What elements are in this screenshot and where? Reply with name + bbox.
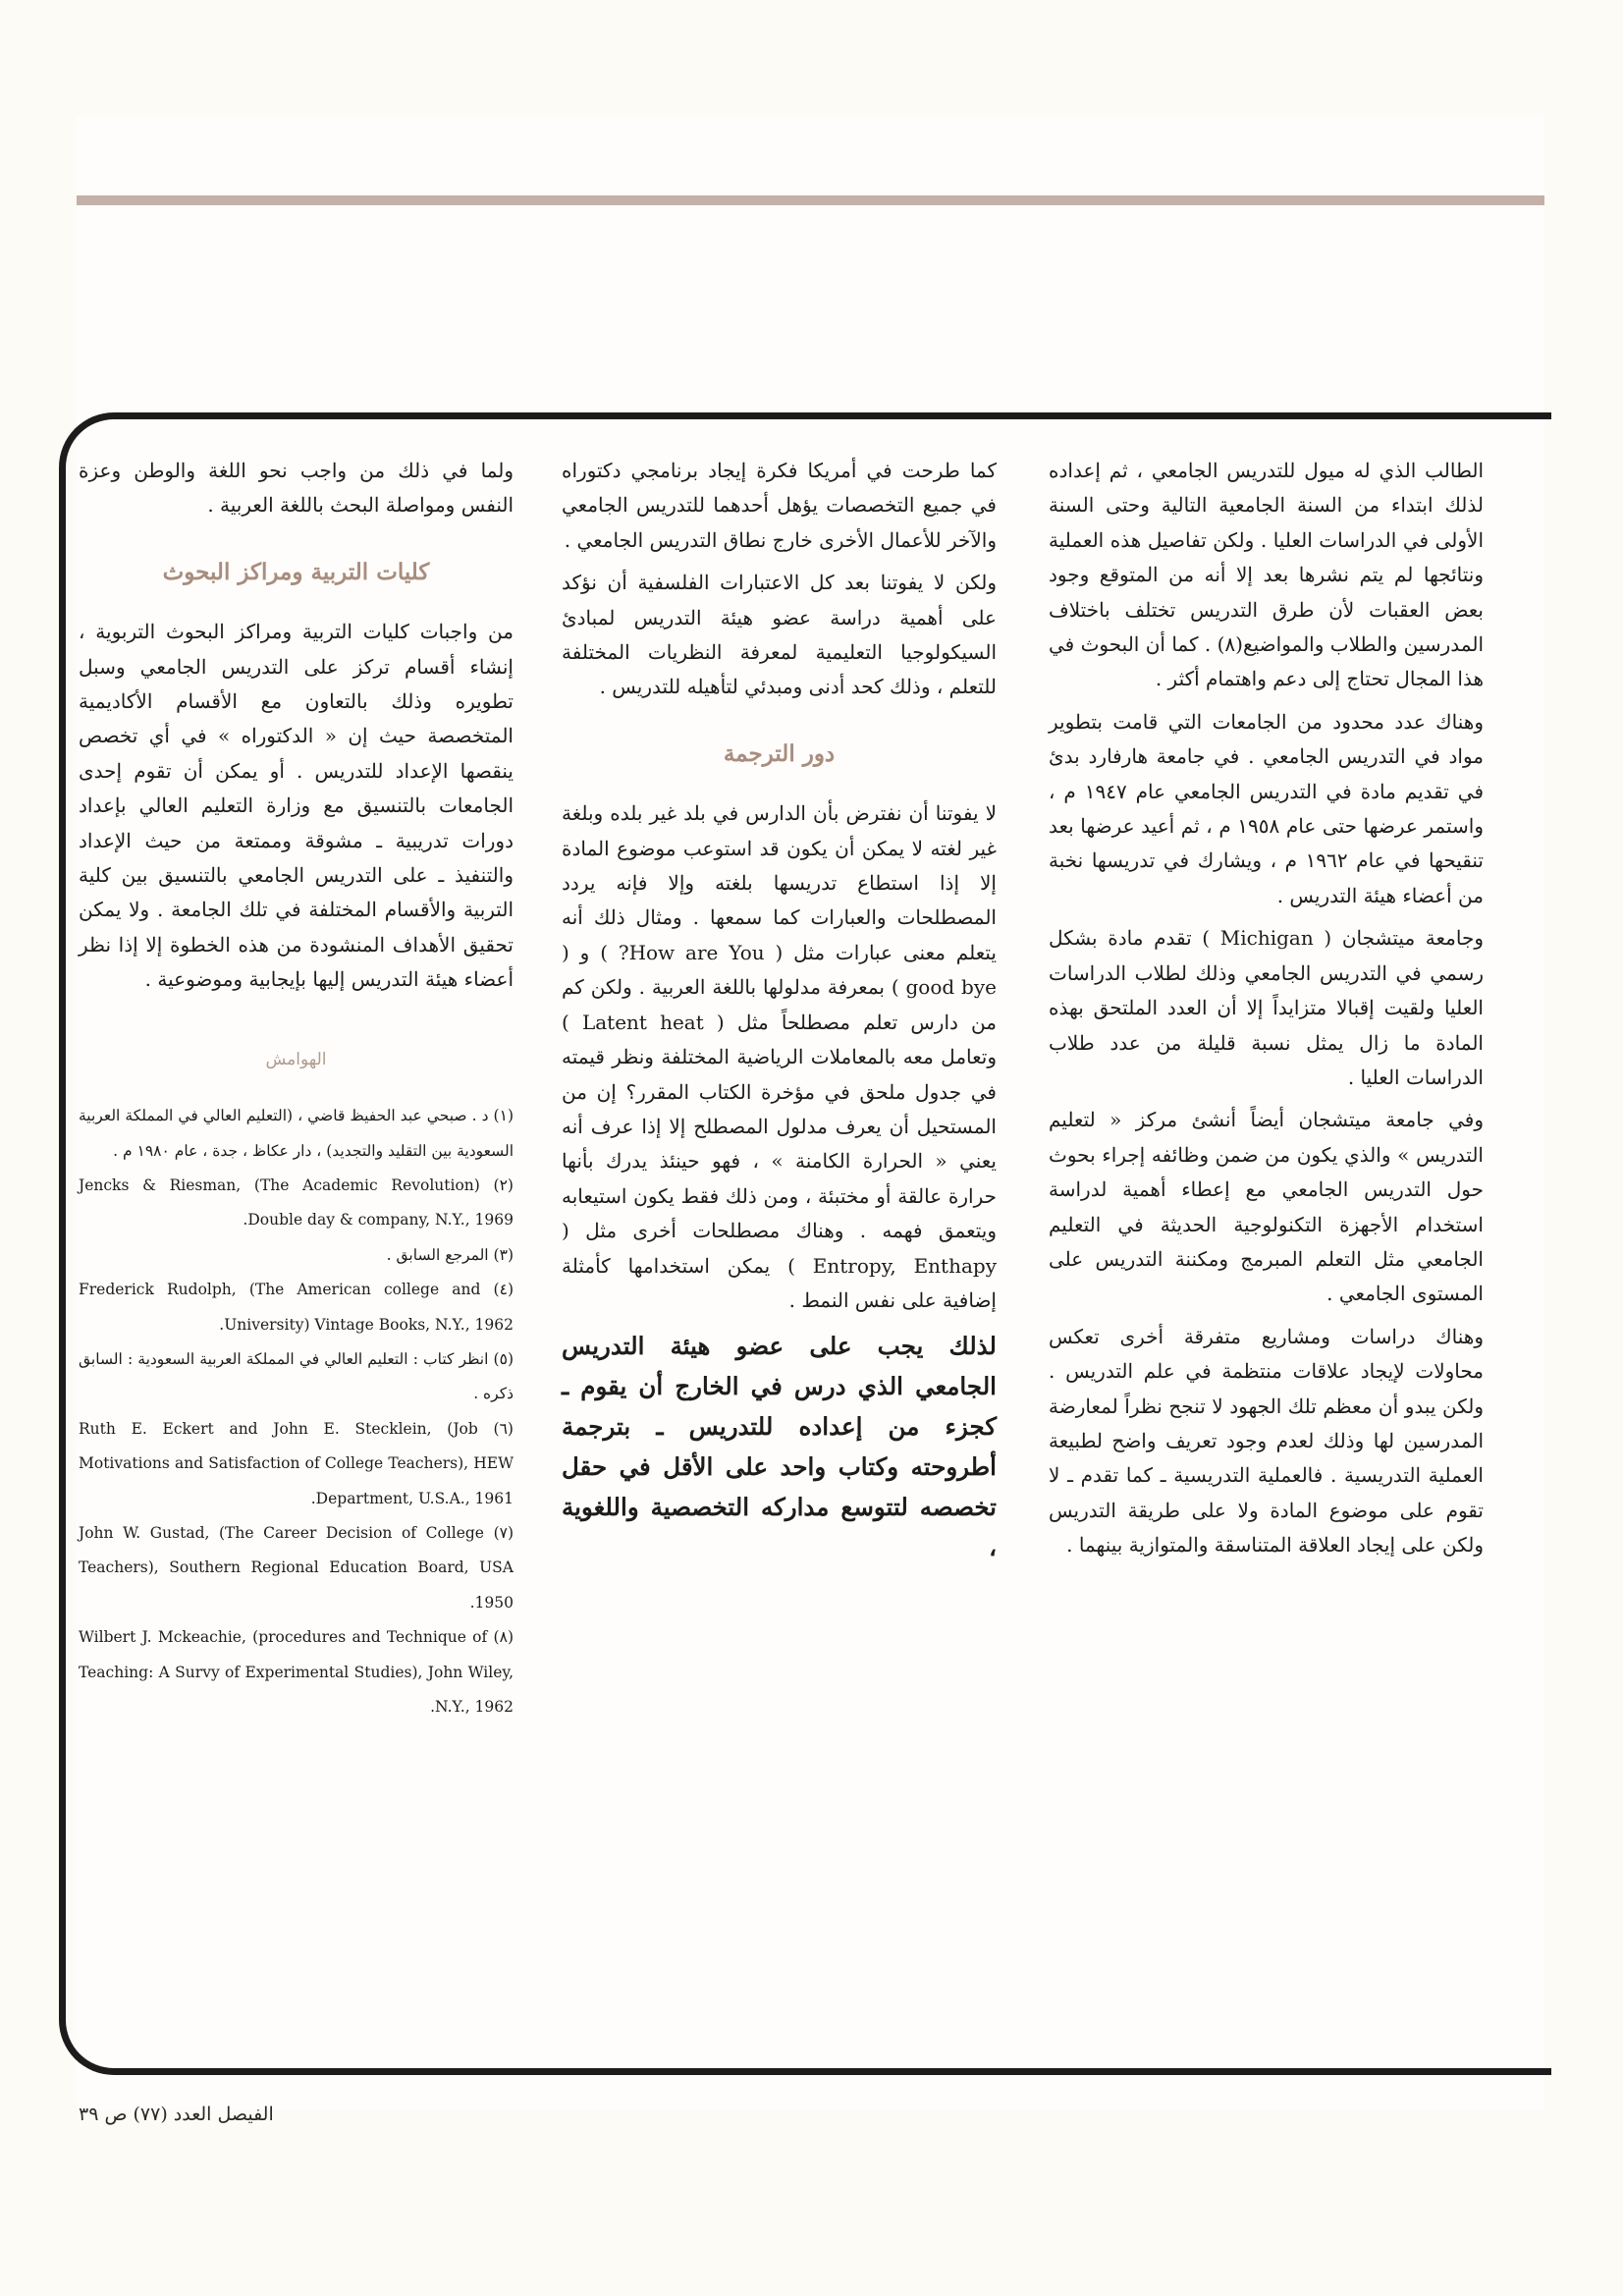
footnote <box>79 1412 514 1516</box>
footnote-number: (٥) <box>493 1349 514 1368</box>
footnote-number: (٣) <box>493 1245 514 1264</box>
paragraph: ولكن لا يفوتنا بعد كل الاعتبارات الفلسفية أن نؤكد على أهمية دراسة عضو هيئة التدريس لمبادئ السيكولوجيا التعليمية لمعرفة النظريات المختلفة للتعلم ، وذلك كحد أدنى ومبدئي لتأهيله للتدريس . <box>562 571 997 699</box>
paragraph: وجامعة ميتشجان ( Michigan ) تقدم مادة بشكل رسمي في التدريس الجامعي وذلك لطلاب الدراسات العليا ولقيت إقبالا متزايداً إلا أن العدد الملتحق بهذه المادة ما زال يمثل نسبة قليلة من عدد طلاب الدراسات العليا . <box>1049 926 1485 1089</box>
footnote-number: (٢) <box>493 1175 514 1194</box>
footnote <box>79 1099 514 1169</box>
paragraph: من واجبات كليات التربية ومراكز البحوث التربوية ، إنشاء أقسام تركز على التدريس الجامعي وسبل تطويره وذلك بالتعاون مع الأقسام الأكاديمية المتخصصة حيث إن « الدكتوراه » في أي تخصص ينقصها الإعداد للتدريس . أو يمكن أن تقوم إحدى الجامعات بالتنسيق مع وزارة التعليم العالي بإعداد دورات تدريبية ـ مشوقة وممتعة من حيث الإعداد والتنفيذ ـ على التدريس الجامعي بالتنسيق بين كلية التربية والأقسام المختلفة في تلك الجامعة . ولا يمكن تحقيق الأهداف المنشودة من هذه الخطوة إلا إذا نظر أعضاء هيئة التدريس إليها بإيجابية وموضوعية . <box>79 620 514 992</box>
footnote <box>79 1169 514 1238</box>
footnote-text: المرجع السابق . <box>386 1245 489 1264</box>
paragraph: كما طرحت في أمريكا فكرة إيجاد برنامجي دكتوراه في جميع التخصصات يؤهل أحدهما للتدريس الجامعي والآخر للأعمال الأخرى خارج نطاق التدريس الجامعي . <box>562 459 997 552</box>
footnote-text: انظر كتاب : التعليم العالي في المملكة العربية السعودية : السابق ذكره . <box>79 1349 514 1403</box>
paragraph: لا يفوتنا أن نفترض بأن الدارس في بلد غير بلده وبلغة غير لغته لا يمكن أن يكون قد استوعب موضوع المادة إلا إذا استطاع تدريسها بلغته وإلا فإنه يردد المصطلحات والعبارات كما سمعها . ومثال ذلك أنه يتعلم معنى عبارات مثل ( How are You? ) و ( good bye ) بمعرفة مدلولها باللغة العربية . ولكن كم من دارس تعلم مصطلحاً مثل ( Latent heat ) وتعامل معه بالمعاملات الرياضية المختلفة ونظر قيمته في جدول ملحق في مؤخرة الكتاب المقرر؟ إن من المستحيل أن يعرف مدلول المصطلح إلا إذا عرف أنه يعني « الحرارة الكامنة » ، فهو حينئذ يدرك بأنها حرارة عالقة أو مختبئة ، ومن ذلك فقط يكون استيعابه ويتعمق فهمه . وهناك مصطلحات أخرى مثل ( Entropy, Enthapy ) يمكن استخدامها كأمثلة إضافية على نفس النمط . <box>562 801 997 1312</box>
footnote-number: (٧) <box>493 1523 514 1542</box>
footnote-text: Ruth E. Eckert and John E. Stecklein, (Job Motivations and Satisfaction of College Teachers), HEW Department, U.S.A., 1961. <box>79 1419 514 1507</box>
footnote-number: (٤) <box>493 1281 514 1299</box>
footnote-text: Jencks & Riesman, (The Academic Revolution) Double day & company, N.Y., 1969. <box>79 1175 514 1230</box>
section-heading: دور الترجمة <box>723 739 836 767</box>
page-footer: الفيصل العدد (٧٧) ص ٣٩ <box>79 2104 274 2125</box>
footnote <box>79 1620 514 1724</box>
footnote-number: (١) <box>493 1107 514 1125</box>
footnote <box>79 1273 514 1342</box>
paragraph: الطالب الذي له ميول للتدريس الجامعي ، ثم إعداده لذلك ابتداء من السنة الجامعية التالية وحتى السنة الأولى في الدراسات العليا . ولكن تفاصيل هذه العملية ونتائجها لم يتم نشرها بعد إلا أنه من المتوقع وجود بعض العقبات لأن طرق التدريس تختلف باختلاف المدرسين والطلاب والمواضيع(٨) . كما أن البحوث في هذا المجال تحتاج إلى دعم واهتمام أكثر . <box>1049 459 1484 691</box>
emphasis-paragraph: لذلك يجب على عضو هيئة التدريس الجامعي الذي درس في الخارج أن يقوم ـ كجزء من إعداده للتدريس ـ بترجمة أطروحته وكتاب واحد على الأقل في حقل تخصصه لتتوسع مداركه التخصصية واللغوية ، <box>562 1332 997 1562</box>
footnote <box>79 1238 514 1273</box>
footnote-number: (٨) <box>493 1628 514 1647</box>
footnote-text: Wilbert J. Mckeachie, (procedures and Technique of Teaching: A Survy of Experimental Studies), John Wiley, N.Y., 1962. <box>79 1628 514 1716</box>
footnote-number: (٦) <box>493 1419 514 1438</box>
footnote <box>79 1342 514 1412</box>
column-middle <box>562 454 997 1575</box>
footnote <box>79 1516 514 1620</box>
paragraph: وهناك دراسات ومشاريع متفرقة أخرى تعكس محاولات لإيجاد علاقات منتظمة في علم التدريس . ولكن يبدو أن معظم تلك الجهود لا تنجح نظراً لمعارضة المدرسين لها وذلك لعدم وجود تعريف واضح لطبيعة العملية التدريسية . فالعملية التدريسية ـ كما تقدم ـ لا تقوم على موضوع المادة ولا على طريقة التدريس ولكن على إيجاد العلاقة المتناسقة والمتوازية بينهما . <box>1049 1324 1484 1558</box>
footnotes-title: الهوامش <box>265 1049 327 1069</box>
paragraph: ولما في ذلك من واجب نحو اللغة والوطن وعزة النفس ومواصلة البحث باللغة العربية . <box>79 459 514 518</box>
footnotes-list <box>79 1099 514 1724</box>
top-rule <box>77 195 1544 205</box>
paragraph: وهناك عدد محدود من الجامعات التي قامت بتطوير مواد في التدريس الجامعي . في جامعة هارفارد بدئ في تقديم مادة في التدريس الجامعي عام ١٩٤٧ م ، واستمر عرضها حتى عام ١٩٥٨ م ، ثم أعيد عرضها بعد تنقيحها في عام ١٩٦٢ م ، ويشارك في تدريسها نخبة من أعضاء هيئة التدريس . <box>1049 709 1485 907</box>
paragraph: وفي جامعة ميتشجان أيضاً أنشئ مركز « لتعليم التدريس » والذي يكون من ضمن وظائفه إجراء بحوث حول التدريس الجامعي مع إعطاء أهمية لدراسة استخدام الأجهزة التكنولوجية الحديثة في التعليم الجامعي مثل التعلم المبرمج ومكننة التدريس على المستوى الجامعي . <box>1049 1108 1484 1306</box>
column-right <box>1049 454 1484 1571</box>
column-left <box>79 454 514 1724</box>
footnote-text: د . صبحي عبد الحفيظ قاضي ، (التعليم العالي في المملكة العربية السعودية بين التقليد والتجديد) ، دار عكاظ ، جدة ، عام ١٩٨٠ م . <box>79 1107 514 1160</box>
section-heading: كليات التربية ومراكز البحوث <box>162 558 430 585</box>
footnote-text: Frederick Rudolph, (The American college and University) Vintage Books, N.Y., 1962. <box>79 1281 514 1334</box>
footnote-text: John W. Gustad, (The Career Decision of College Teachers), Southern Regional Education Board, USA 1950. <box>79 1523 514 1612</box>
